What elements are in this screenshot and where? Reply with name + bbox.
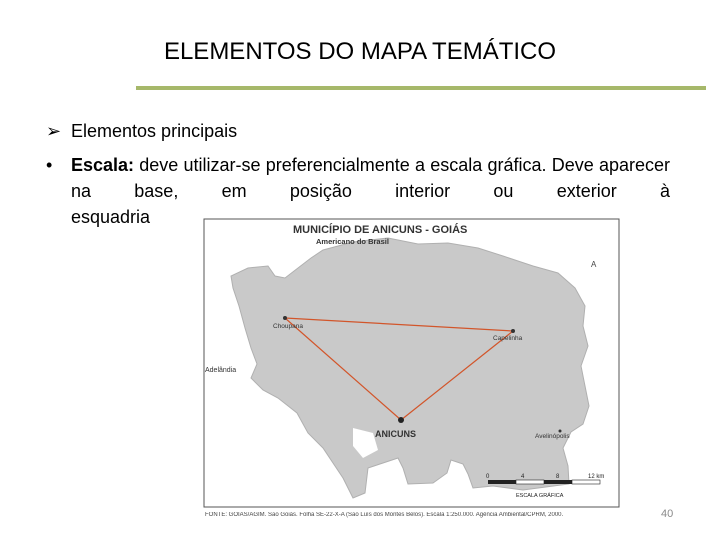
bullet-text-lines: [71, 152, 670, 204]
municipality-map: [203, 218, 620, 508]
scale-tick-0: 0: [486, 474, 490, 480]
section-heading: Elementos principais: [71, 121, 238, 141]
slide-title: ELEMENTOS DO MAPA TEMÁTICO: [163, 38, 557, 65]
bullet-label: Escala:: [71, 155, 135, 175]
section-heading-row: [46, 121, 237, 142]
bullet-text: deve utilizar-se preferencialmente a escala gráfica. Deve aparecer na base, em posição interior ou exterior à: [71, 155, 670, 201]
anicuns-marker: [398, 417, 404, 423]
north-arrow-label: A: [591, 260, 597, 269]
place-anicuns: ANICUNS: [375, 429, 417, 439]
scale-bar: [488, 480, 600, 484]
scale-tick-8: 8: [556, 474, 560, 480]
place-adelandia: Adelândia: [205, 367, 237, 374]
map-title: MUNICÍPIO DE ANICUNS - GOIÁS: [293, 224, 468, 236]
place-capelinha: Capelinha: [493, 335, 523, 342]
place-avelinopolis: Avelinópolis: [535, 433, 570, 440]
arrow-bullet-icon: ➢: [46, 121, 62, 142]
page-number: 40: [661, 508, 674, 520]
place-choupana: Choupana: [273, 323, 303, 330]
title-divider: [136, 86, 706, 90]
choupana-marker: [283, 316, 287, 320]
scale-tick-4: 4: [521, 474, 525, 480]
place-americano: Americano do Brasil: [316, 237, 389, 246]
map-source: FONTE: GOIÁS/AGIM. São Goiás. Folha SE-22-X-A (São Luís dos Montes Belos). Escala 1:250.000. Agência Ambiental/CPRM, 2000.: [205, 512, 564, 518]
scale-title: ESCALA GRÁFICA: [516, 493, 564, 499]
bullet-text-last: esquadria: [71, 207, 151, 227]
bullet-dot-icon: •: [46, 155, 53, 175]
capelinha-marker: [511, 329, 515, 333]
scale-tick-12: 12 km: [588, 474, 605, 480]
